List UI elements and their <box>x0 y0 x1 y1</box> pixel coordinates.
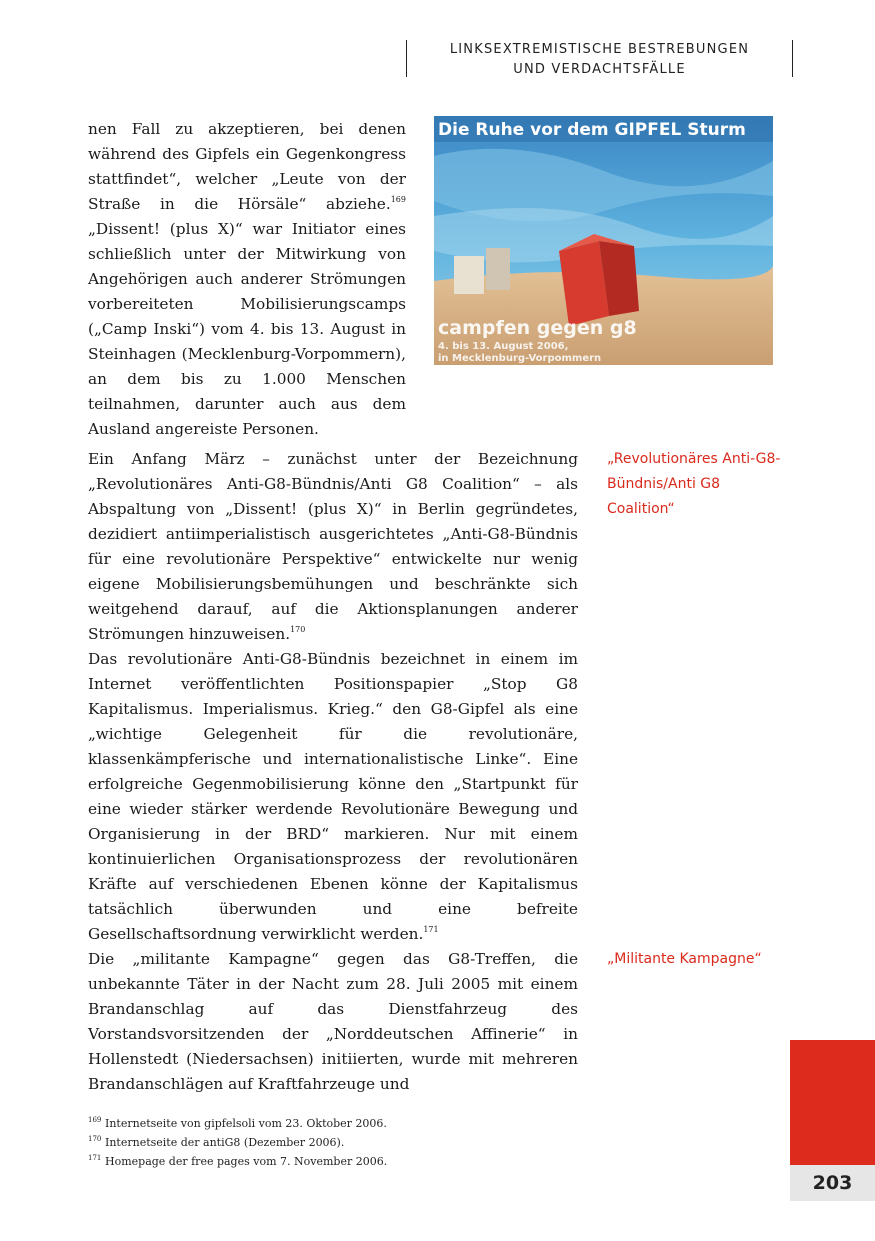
running-header <box>406 40 793 77</box>
paragraph-2-text: Ein Anfang März – zunächst unter der Bezeichnung „Revolutionäres Anti-G8-Bündnis/Anti G8 Coalition“ – als Abspaltung von „Dissent! (plus X)“ in Berlin gegründetes, dezidiert antiimperialistisch ausgerichtetes „Anti-G8-Bündnis für eine revolutionäre Perspektive“ entwickelte nur wenig eigene Mobilisierungsbemühungen und beschränkte sich weitgehend darauf, auf die Aktionsplanungen anderer Strömungen hinzuweisen. <box>88 450 578 643</box>
footnote-text: Homepage der free pages vom 7. November 2006. <box>105 1155 388 1168</box>
paragraph-1-text-after: „Dissent! (plus X)“ war Initiator eines schließlich unter der Mitwirkung von Angehörigen auch anderer Strömungen vorbereiteten Mobilisierungscamps („Camp Inski“) vom 4. bis 13. August in Steinhagen (Mecklenburg-Vorpommern), an dem bis zu 1.000 Menschen teilnahmen, darunter auch aus dem Ausland angereiste Personen. <box>88 220 406 438</box>
paragraph-2 <box>88 447 578 647</box>
paragraph-4-text: Die „militante Kampagne“ gegen das G8-Treffen, die unbekannte Täter in der Nacht zum 28. Juli 2005 mit einem Brandanschlag auf das Dienstfahrzeug des Vorstandsvorsitzenden der „Norddeutschen Affinerie“ in Hollenstedt (Niedersachsen) initiierten, wurde mit mehreren Brandanschlägen auf Kraftfahrzeuge und <box>88 950 578 1093</box>
footnote-text: Internetseite der antiG8 (Dezember 2006). <box>105 1136 345 1149</box>
paragraph-3-text: Das revolutionäre Anti-G8-Bündnis bezeichnet in einem im Internet veröffentlichten Positionspapier „Stop G8 Kapitalismus. Imperialismus. Krieg.“ den G8-Gipfel als eine „wichtige Gelegenheit für die revolutionäre, klassenkämpferische und internationalistische Linke“. Eine erfolgreiche Gegenmobilisierung könne den „Startpunkt für eine wieder stärker werdende Revolutionäre Bewegung und Organisierung in der BRD“ markieren. Nur mit einem kontinuierlichen Organisationsprozess der revolutionären Kräfte auf verschiedenen Ebenen könne der Kapitalismus tatsächlich überwunden und eine befreite Gesellschaftsordnung verwirklicht werden. <box>88 650 578 943</box>
paragraph-1-text: nen Fall zu akzeptieren, bei denen während des Gipfels ein Gegenkongress stattfindet“, welcher „Leute von der Straße in die Hörsäle“ abziehe. <box>88 120 406 213</box>
margin-note-revolutionaeres-buendnis: „Revolutionäres Anti-G8-Bündnis/Anti G8 Coalition“ <box>607 451 781 517</box>
footnote-170 <box>88 1133 588 1152</box>
footnote-ref-171[interactable]: 171 <box>423 925 439 934</box>
camp-poster-photo <box>434 116 773 365</box>
page-number: 203 <box>790 1165 875 1201</box>
photo-slogan: campfen gegen g8 <box>438 317 637 339</box>
paragraph-4 <box>88 947 578 1097</box>
photo-dates: 4. bis 13. August 2006, <box>438 341 569 352</box>
margin-note-militante-kampagne: „Militante Kampagne“ <box>607 951 762 967</box>
paragraph-1 <box>88 117 406 442</box>
running-header-line-2: UND VERDACHTSFÄLLE <box>513 62 686 77</box>
footnote-number: 170 <box>88 1135 102 1143</box>
paragraph-3 <box>88 647 578 947</box>
footnote-ref-169[interactable]: 169 <box>390 195 406 204</box>
photo-headline: Die Ruhe vor dem GIPFEL Sturm <box>438 120 746 140</box>
footnotes <box>88 1114 588 1171</box>
chapter-color-tab <box>790 1040 875 1165</box>
footnote-text: Internetseite von gipfelsoli vom 23. Oktober 2006. <box>105 1117 387 1130</box>
footnote-number: 171 <box>88 1154 102 1162</box>
footnote-169 <box>88 1114 588 1133</box>
photo-location: in Mecklenburg-Vorpommern <box>438 353 602 364</box>
running-header-line-1: LINKSEXTREMISTISCHE BESTREBUNGEN <box>449 42 750 57</box>
footnote-number: 169 <box>88 1116 102 1124</box>
footnote-171 <box>88 1152 588 1171</box>
footnote-ref-170[interactable]: 170 <box>290 625 306 634</box>
beach-chair-red <box>559 234 639 326</box>
